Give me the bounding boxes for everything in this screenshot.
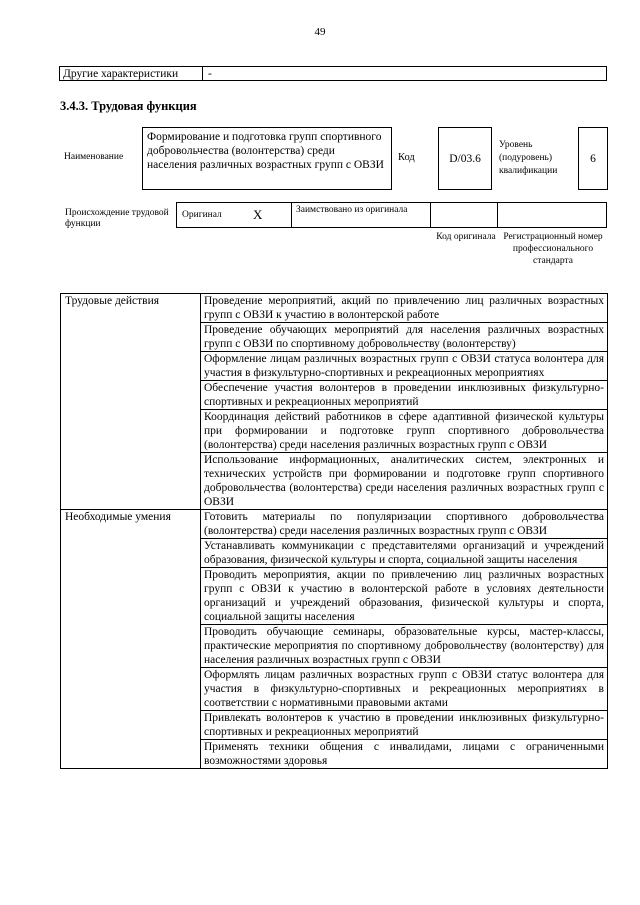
skill-item: Устанавливать коммуникации с представителями организаций и учреждений образования, физической культуры и спорта, социальной защиты населения xyxy=(201,539,608,568)
code-box xyxy=(438,127,492,190)
level-value: 6 xyxy=(590,152,596,165)
other-characteristics-value: - xyxy=(208,68,212,80)
skill-item: Оформлять лицам различных возрастных групп с ОВЗИ статус волонтера для участия в физкультурно-спортивных и рекреационных мероприятиях в соответствии с нормативными правовыми актами xyxy=(201,668,608,711)
skill-item: Применять техники общения с инвалидами, лицами с ограниченными возможностями здоровья xyxy=(201,740,608,769)
table-row xyxy=(61,294,608,323)
action-item: Проведение мероприятий, акций по привлечению лиц различных возрастных групп с ОВЗИ к участию в волонтерской работе xyxy=(201,294,608,323)
page-number: 49 xyxy=(314,26,326,38)
labor-function-table xyxy=(60,293,608,769)
skill-item: Привлекать волонтеров к участию в проведении инклюзивных физкультурно-спортивных и рекреационных мероприятий xyxy=(201,711,608,740)
origin-label: Происхождение трудовой функции xyxy=(65,208,169,229)
reg-number-cell xyxy=(497,202,607,228)
action-item: Обеспечение участия волонтеров в проведении инклюзивных физкультурно-спортивных и рекреационных мероприятий xyxy=(201,381,608,410)
code-original-cell xyxy=(430,202,498,228)
reg-number-label: Регистрационный номер профессионального стандарта xyxy=(503,232,603,266)
other-characteristics-label: Другие характеристики xyxy=(63,68,179,80)
cell-divider xyxy=(202,67,203,80)
table-row xyxy=(61,510,608,539)
borrowed-cell xyxy=(291,202,431,228)
original-cell xyxy=(176,202,292,228)
other-characteristics-row xyxy=(59,66,607,81)
section-title: 3.4.3. Трудовая функция xyxy=(60,99,197,113)
borrowed-label: Заимствовано из оригинала xyxy=(296,205,408,215)
skills-category: Необходимые умения xyxy=(61,510,201,769)
skill-item: Готовить материалы по популяризации спортивного добровольчества (волонтерства) среди населения различных возрастных групп с ОВЗИ xyxy=(201,510,608,539)
code-value: D/03.6 xyxy=(449,152,481,165)
action-item: Координация действий работников в сфере адаптивной физической культуры при формировании и подготовке групп спортивного добровольчества (волонтерства) среди населения различных возрастных групп с ОВЗИ xyxy=(201,410,608,453)
level-label: Уровень (подуровень) квалификации xyxy=(499,140,558,176)
function-name-box: Формирование и подготовка групп спортивного добровольчества (волонтерства) среди населения различных возрастных групп с ОВЗИ xyxy=(142,127,392,190)
origin-row xyxy=(176,202,607,228)
original-label: Оригинал xyxy=(182,210,222,220)
original-mark: X xyxy=(253,207,263,222)
action-item: Проведение обучающих мероприятий для населения различных возрастных групп с ОВЗИ по спортивному добровольчеству (волонтерству) xyxy=(201,323,608,352)
action-item: Оформление лицам различных возрастных групп с ОВЗИ статуса волонтера для участия в физкультурно-спортивных и рекреационных мероприятиях xyxy=(201,352,608,381)
code-label: Код xyxy=(398,152,415,163)
actions-category: Трудовые действия xyxy=(61,294,201,510)
action-item: Использование информационных, аналитических систем, электронных и технических устройств при формировании и подготовке групп спортивного добровольчества (волонтерства) среди населения различных возрастных групп с ОВЗИ xyxy=(201,453,608,510)
skill-item: Проводить мероприятия, акции по привлечению лиц различных возрастных групп с ОВЗИ к участию в волонтерской работе в условиях деятельности организаций и учреждений образования, физической культуры и спорта, социальной защиты населения xyxy=(201,568,608,625)
code-original-label: Код оригинала xyxy=(436,232,496,242)
level-box xyxy=(578,127,608,190)
name-label: Наименование xyxy=(64,152,124,162)
skill-item: Проводить обучающие семинары, образовательные курсы, мастер-классы, практические мероприятия по спортивному добровольчеству (волонтерству) для населения различных возрастных групп с ОВЗИ xyxy=(201,625,608,668)
